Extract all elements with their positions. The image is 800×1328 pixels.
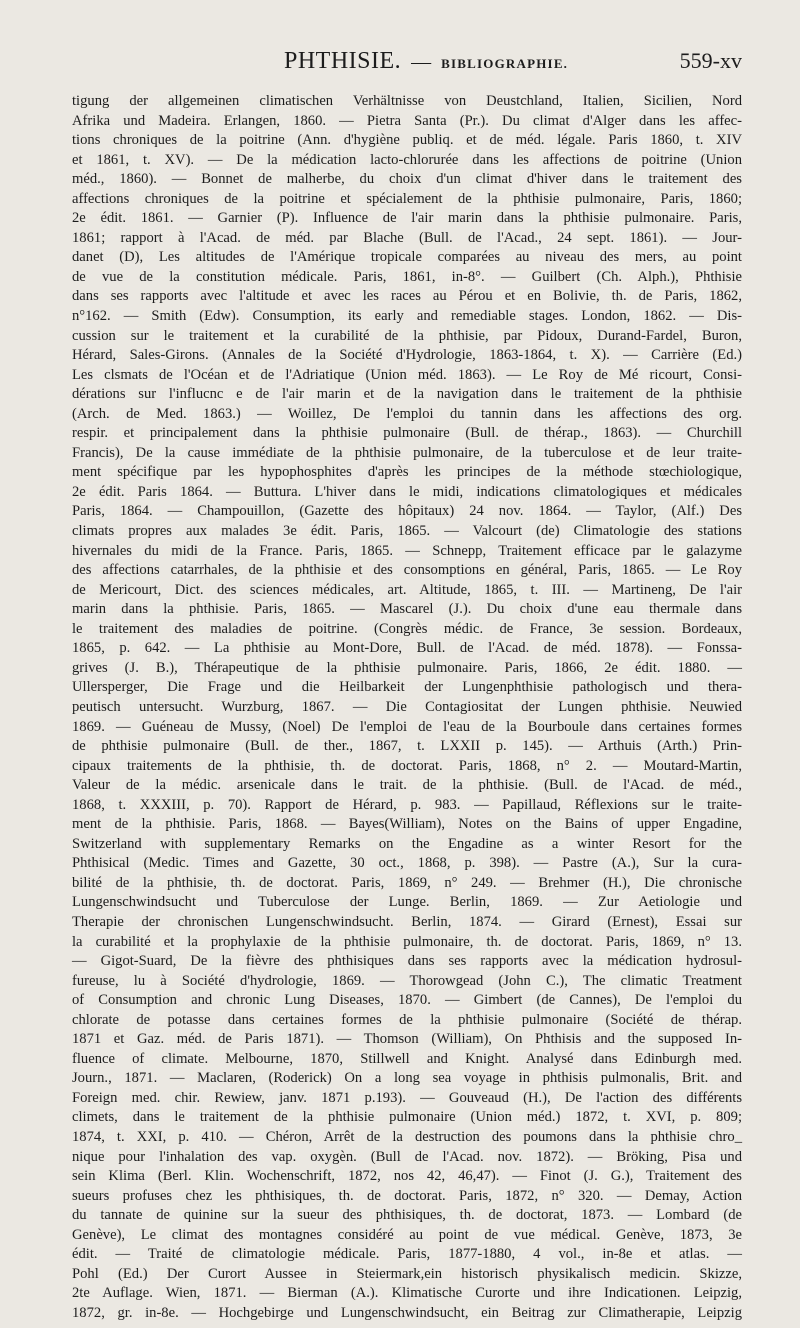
text-line: dans ses rapports avec l'altitude et avec les races au Pérou et en Bolivie, th. de Paris, 1862, [72, 288, 742, 305]
text-line: Valeur de la médic. arsenicale dans le trait. de la phthisie. (Bull. de l'Acad. de méd., [72, 777, 742, 794]
text-line: (Arch. de Med. 1863.) — Woillez, De l'emploi du tannin dans les affections des org. [72, 405, 742, 422]
text-line: of Consumption and chronic Lung Diseases, 1870. — Gimbert (de Cannes), De l'emploi du [72, 992, 742, 1009]
text-line: Les clsmats de l'Océan et de l'Adriatique (Union méd. 1863). — Le Roy de Mé ricourt, Consi- [72, 366, 742, 383]
text-line: sueurs profuses chez les phthisiques, th. de doctorat. Paris, 1872, n° 320. — Demay, Action [72, 1187, 742, 1204]
text-line: ment spécifique par les hypophosphites d'après les principes de la méthode stœchiologique, [72, 464, 742, 481]
text-line: Journ., 1871. — Maclaren, (Roderick) On a long sea voyage in phthisis pulmonalis, Brit. and [72, 1070, 742, 1087]
text-line: des affections catarrhales, de la phthisie et des consomptions en général, Paris, 1865. — Le Roy [72, 562, 742, 579]
text-line: 2te Auflage. Wien, 1871. — Bierman (A.). Klimatische Curorte und ihre Indicationen. Leipzig, [72, 1285, 742, 1302]
text-line: Hérard, Sales-Girons. (Annales de la Société d'Hydrologie, 1863-1864, t. X). — Carrière (Ed.) [72, 347, 742, 364]
bibliography-text [72, 92, 742, 1323]
text-line: marin dans la phthisie. Paris, 1865. — Mascarel (J.). Du choix d'une eau thermale dans [72, 601, 742, 618]
text-line: du tannate de quinine sur la sueur des phthisiques, th. de doctorat, 1873. — Lombard (de [72, 1207, 742, 1224]
text-line: hivernales du midi de la France. Paris, 1865. — Schnepp, Traitement efficace par le galazyme [72, 542, 742, 559]
text-line: — Gigot-Suard, De la fièvre des phthisiques dans ses rapports avec la médication hydrosul- [72, 953, 742, 970]
text-line: de phthisie pulmonaire (Bull. de ther., 1867, t. LXXII p. 145). — Arthuis (Arth.) Prin- [72, 738, 742, 755]
text-line: Therapie der chronischen Lungenschwindsucht. Berlin, 1874. — Girard (Ernest), Essai sur [72, 913, 742, 930]
header-subtitle: BIBLIOGRAPHIE. [441, 56, 569, 71]
text-line: 2e édit. 1861. — Garnier (P). Influence de l'air marin dans la phthisie pulmonaire. Paris, [72, 210, 742, 227]
text-line: climats propres aux malades 3e édit. Paris, 1865. — Valcourt (de) Climatologie des stations [72, 523, 742, 540]
page-number: 559-xv [679, 48, 742, 73]
text-line: méd., 1860). — Bonnet de malherbe, du choix d'un climat d'hiver dans le traitement des [72, 171, 742, 188]
text-line: Phthisical (Medic. Times and Gazette, 30 oct., 1868, p. 398). — Pastre (A.), Sur la cura- [72, 855, 742, 872]
running-header [72, 48, 742, 82]
text-line: et 1861, t. XV). — De la médication lacto-chlorurée dans les affections de poitrine (Union [72, 151, 742, 168]
text-line: Pohl (Ed.) Der Curort Aussee in Steiermark,ein historisch physikalisch medicin. Skizze, [72, 1265, 742, 1282]
text-line: climets, dans le traitement de la phthisie pulmonaire (Union méd.) 1872, t. XVI, p. 809; [72, 1109, 742, 1126]
text-line: la curabilité et la prophylaxie de la phthisie pulmonaire, th. de doctorat. Paris, 1869, n° 13. [72, 933, 742, 950]
text-line: ment de la phthisie. Paris, 1868. — Bayes(William), Notes on the Bains of upper Engadine, [72, 816, 742, 833]
text-line: 1861; rapport à l'Acad. de méd. par Blache (Bull. de l'Acad., 24 sept. 1861). — Jour- [72, 229, 742, 246]
text-line: Ullersperger, Die Frage und die Heilbarkeit der Lungenphthisie pathologisch und thera- [72, 679, 742, 696]
text-line: 1872, gr. in-8e. — Hochgebirge und Lungenschwindsucht, ein Beitrag zur Climatherapie, Leipzig [72, 1304, 742, 1321]
text-line: sein Klima (Berl. Klin. Wochenschrift, 1872, nos 42, 46,47). — Finot (J. G.), Traitement des [72, 1168, 742, 1185]
text-line: bilité de la phthisie, th. de doctorat. Paris, 1869, n° 249. — Brehmer (H.), Die chronische [72, 874, 742, 891]
text-line: de Mericourt, Dict. des sciences médicales, art. Altitude, 1865, t. III. — Martineng, De l'air [72, 581, 742, 598]
text-line: 1869. — Guéneau de Mussy, (Noel) De l'emploi de l'eau de la Bourboule dans certaines formes [72, 718, 742, 735]
text-line: Foreign med. chir. Rewiew, janv. 1871 p.193). — Gouveaud (H.), De l'action des différents [72, 1089, 742, 1106]
text-line: respir. et principalement dans la phthisie pulmonaire (Bull. de thérap., 1863). — Churchill [72, 425, 742, 442]
text-line: grives (J. B.), Thérapeutique de la phthisie pulmonaire. Paris, 1866, 2e édit. 1880. — [72, 659, 742, 676]
text-line: 1868, t. XXXIII, p. 70). Rapport de Hérard, p. 983. — Papillaud, Réflexions sur le traite- [72, 796, 742, 813]
text-line: danet (D), Les altitudes de l'Amérique tropicale comparées au niveau des mers, au point [72, 249, 742, 266]
text-line: fureuse, lu à Société d'hydrologie, 1869. — Thorowgead (John C.), The climatic Treatment [72, 972, 742, 989]
text-line: tions chroniques de la poitrine (Ann. d'hygiène publiq. et de méd. légale. Paris 1860, t. XIV [72, 132, 742, 149]
text-line: 1865, p. 642. — La phthisie au Mont-Dore, Bull. de l'Acad. de méd. 1878). — Fonssa- [72, 640, 742, 657]
text-line: peutisch untersucht. Wurzburg, 1867. — Die Contagiositat der Lungen phthisie. Neuwied [72, 698, 742, 715]
text-line: Genève), Le climat des montagnes considéré au point de vue médical. Genève, 1873, 3e [72, 1226, 742, 1243]
text-line: Afrika und Madeira. Erlangen, 1860. — Pietra Santa (Pr.). Du climat d'Alger dans les affec- [72, 112, 742, 129]
text-line: 1874, t. XXI, p. 410. — Chéron, Arrêt de la destruction des poumons dans la phthisie chro_ [72, 1128, 742, 1145]
text-line: édit. — Traité de climatologie médicale. Paris, 1877-1880, 4 vol., in-8e et atlas. — [72, 1246, 742, 1263]
text-line: nique pour l'inhalation des vap. oxygèn. (Bull de l'Acad. nov. 1872). — Bröking, Pisa und [72, 1148, 742, 1165]
text-line: 2e édit. Paris 1864. — Buttura. L'hiver dans le midi, indications climatologiques et médicales [72, 483, 742, 500]
text-line: de vue de la constitution médicale. Paris, 1861, in-8°. — Guilbert (Ch. Alph.), Phthisie [72, 268, 742, 285]
text-line: cussion sur le traitement et la curabilité de la phthisie, par Pidoux, Durand-Fardel, Buron, [72, 327, 742, 344]
text-line: chlorate de potasse dans certaines formes de la phthisie pulmonaire (Société de thérap. [72, 1011, 742, 1028]
text-line: le traitement des maladies de poitrine. (Congrès médic. de France, 3e session. Bordeaux, [72, 620, 742, 637]
header-title: PHTHISIE. [284, 48, 402, 74]
text-line: affections chroniques de la poitrine et spécialement de la phthisie pulmonaire, Paris, 1860; [72, 190, 742, 207]
text-line: n°162. — Smith (Edw). Consumption, its early and remediable stages. London, 1862. — Dis- [72, 308, 742, 325]
text-line: Francis), De la cause immédiate de la phthisie pulmonaire, de la tuberculose et de leur traite- [72, 444, 742, 461]
text-line: Switzerland with supplementary Remarks on the Engadine as a winter Resort for the [72, 835, 742, 852]
header-dash: — [411, 51, 432, 73]
text-line: Paris, 1864. — Champouillon, (Gazette des hôpitaux) 24 nov. 1864. — Taylor, (Alf.) Des [72, 503, 742, 520]
text-line: 1871 et Gaz. méd. de Paris 1871). — Thomson (William), On Phthisis and the supposed In- [72, 1031, 742, 1048]
text-line: dérations sur l'influcnc e de l'air marin et de la navigation dans le traitement de la phthisie [72, 386, 742, 403]
text-line: cipaux traitements de la phthisie, th. de doctorat. Paris, 1868, n° 2. — Moutard-Martin, [72, 757, 742, 774]
text-line: Lungenschwindsucht und Tuberculose der Lunge. Berlin, 1869. — Zur Aetiologie und [72, 894, 742, 911]
text-line: tigung der allgemeinen climatischen Verhältnisse von Deustchland, Italien, Sicilien, Nord [72, 93, 742, 109]
text-line: fluence of climate. Melbourne, 1870, Stillwell and Knight. Analysé dans Edinburgh med. [72, 1050, 742, 1067]
